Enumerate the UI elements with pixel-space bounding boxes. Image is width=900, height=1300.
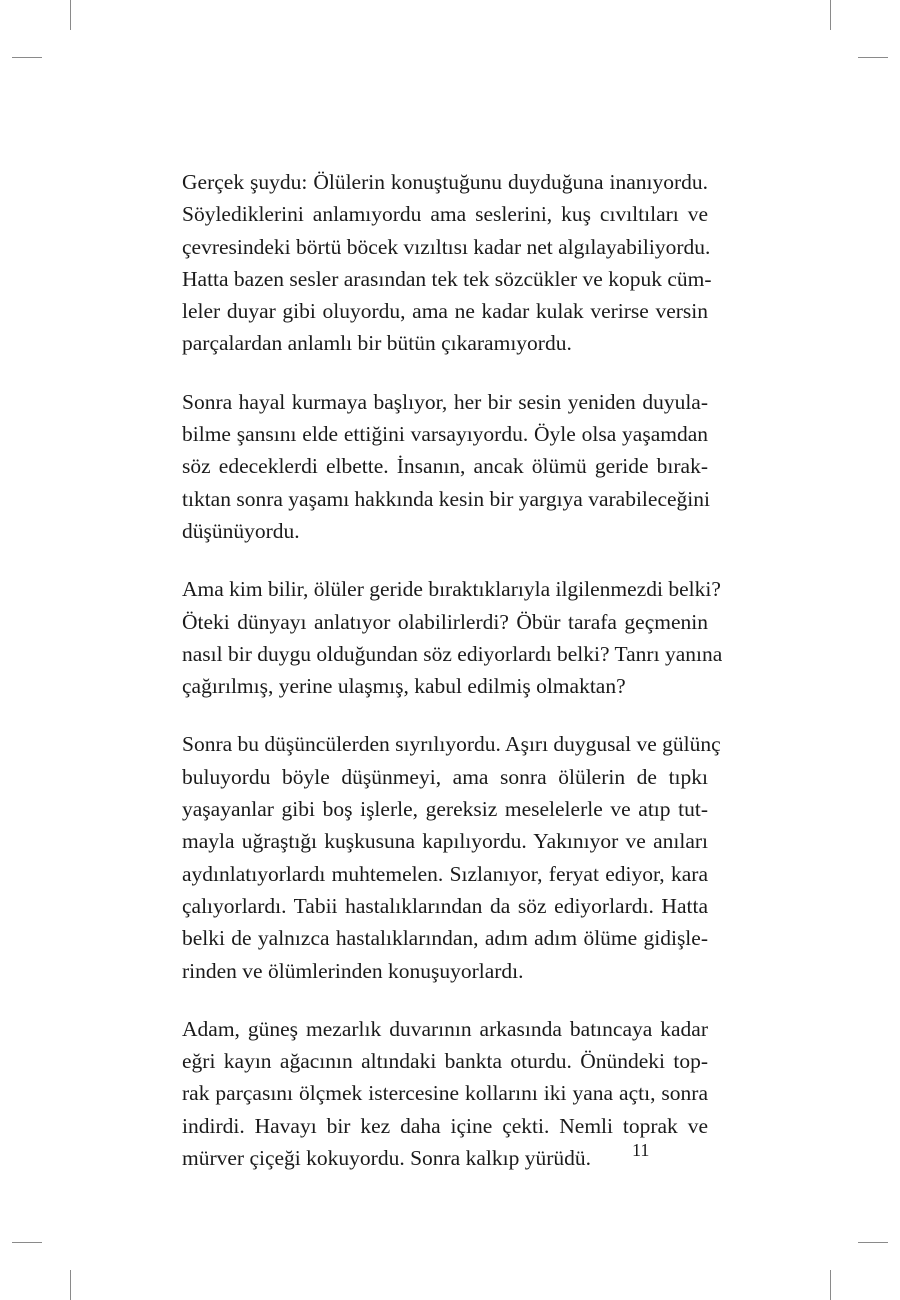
text-line: leler duyar gibi oluyordu, ama ne kadar kulak verirse versin xyxy=(182,299,708,324)
text-line: Sonra bu düşüncülerden sıyrılıyordu. Aşırı duygusal ve gülünç xyxy=(182,732,721,757)
text-line: Gerçek şuydu: Ölülerin konuştuğunu duyduğuna inanıyordu. xyxy=(182,170,708,194)
text-line: tıktan sonra yaşamı hakkında kesin bir yargıya varabileceğini xyxy=(182,486,710,511)
crop-mark-top-right-vertical xyxy=(830,0,831,30)
crop-mark-top-left-vertical xyxy=(70,0,71,30)
paragraph-3 xyxy=(182,573,723,702)
text-line: eğri kayın ağacının altındaki bankta oturdu. Önündeki top- xyxy=(182,1049,708,1074)
text-line: rak parçasını ölçmek istercesine kollarını iki yana açtı, sonra xyxy=(182,1081,708,1106)
text-line: parçalardan anlamlı bir bütün çıkaramıyordu. xyxy=(182,331,572,356)
text-line: Sonra hayal kurmaya başlıyor, her bir sesin yeniden duyula- xyxy=(182,389,708,414)
text-line: belki de yalnızca hastalıklarından, adım adım ölüme gidişle- xyxy=(182,926,708,951)
text-line: Ama kim bilir, ölüler geride bıraktıklarıyla ilgilenmezdi belki? xyxy=(182,577,721,602)
paragraph-2 xyxy=(182,386,708,547)
text-line: çağırılmış, yerine ulaşmış, kabul edilmiş olmaktan? xyxy=(182,674,626,699)
text-line: düşünüyordu. xyxy=(182,518,300,543)
crop-mark-bottom-left-horizontal xyxy=(12,1242,42,1243)
text-line: Hatta bazen sesler arasından tek tek sözcükler ve kopuk cüm- xyxy=(182,266,712,291)
paragraph-5 xyxy=(182,1013,708,1174)
text-line: indirdi. Havayı bir kez daha içine çekti. Nemli toprak ve xyxy=(182,1113,708,1138)
text-line: Adam, güneş mezarlık duvarının arkasında batıncaya kadar xyxy=(182,1016,708,1041)
crop-mark-bottom-left-vertical xyxy=(70,1270,71,1300)
text-line: Öteki dünyayı anlatıyor olabilirlerdi? Öbür tarafa geçmenin xyxy=(182,609,708,634)
text-line: nasıl bir duygu olduğundan söz ediyorlardı belki? Tanrı yanına xyxy=(182,641,723,666)
text-line: çevresindeki börtü böcek vızıltısı kadar net algılayabiliyordu. xyxy=(182,234,711,259)
body-text xyxy=(182,166,723,1200)
text-line: yaşayanlar gibi boş işlerle, gereksiz meselelerle ve atıp tut- xyxy=(182,797,708,822)
text-line: aydınlatıyorlardı muhtemelen. Sızlanıyor, feryat ediyor, kara xyxy=(182,861,708,886)
text-line: söz edeceklerdi elbette. İnsanın, ancak ölümü geride bırak- xyxy=(182,454,708,479)
paragraph-1 xyxy=(182,166,712,360)
text-line: çalıyorlardı. Tabii hastalıklarından da söz ediyorlardı. Hatta xyxy=(182,893,708,918)
text-line: bilme şansını elde ettiğini varsayıyordu. Öyle olsa yaşamdan xyxy=(182,422,708,447)
paragraph-4 xyxy=(182,728,721,986)
page-number: 11 xyxy=(632,1140,650,1160)
crop-mark-bottom-right-horizontal xyxy=(858,1242,888,1243)
text-line: mayla uğraştığı kuşkusuna kapılıyordu. Yakınıyor ve anıları xyxy=(182,829,708,854)
crop-mark-top-right-horizontal xyxy=(858,57,888,58)
text-line: Söylediklerini anlamıyordu ama seslerini, kuş cıvıltıları ve xyxy=(182,202,708,227)
crop-mark-top-left-horizontal xyxy=(12,57,42,58)
text-line: buluyordu böyle düşünmeyi, ama sonra ölülerin de tıpkı xyxy=(182,764,708,789)
text-line: mürver çiçeği kokuyordu. Sonra kalkıp yürüdü. xyxy=(182,1146,592,1171)
text-line: rinden ve ölümlerinden konuşuyorlardı. xyxy=(182,958,524,983)
crop-mark-bottom-right-vertical xyxy=(830,1270,831,1300)
